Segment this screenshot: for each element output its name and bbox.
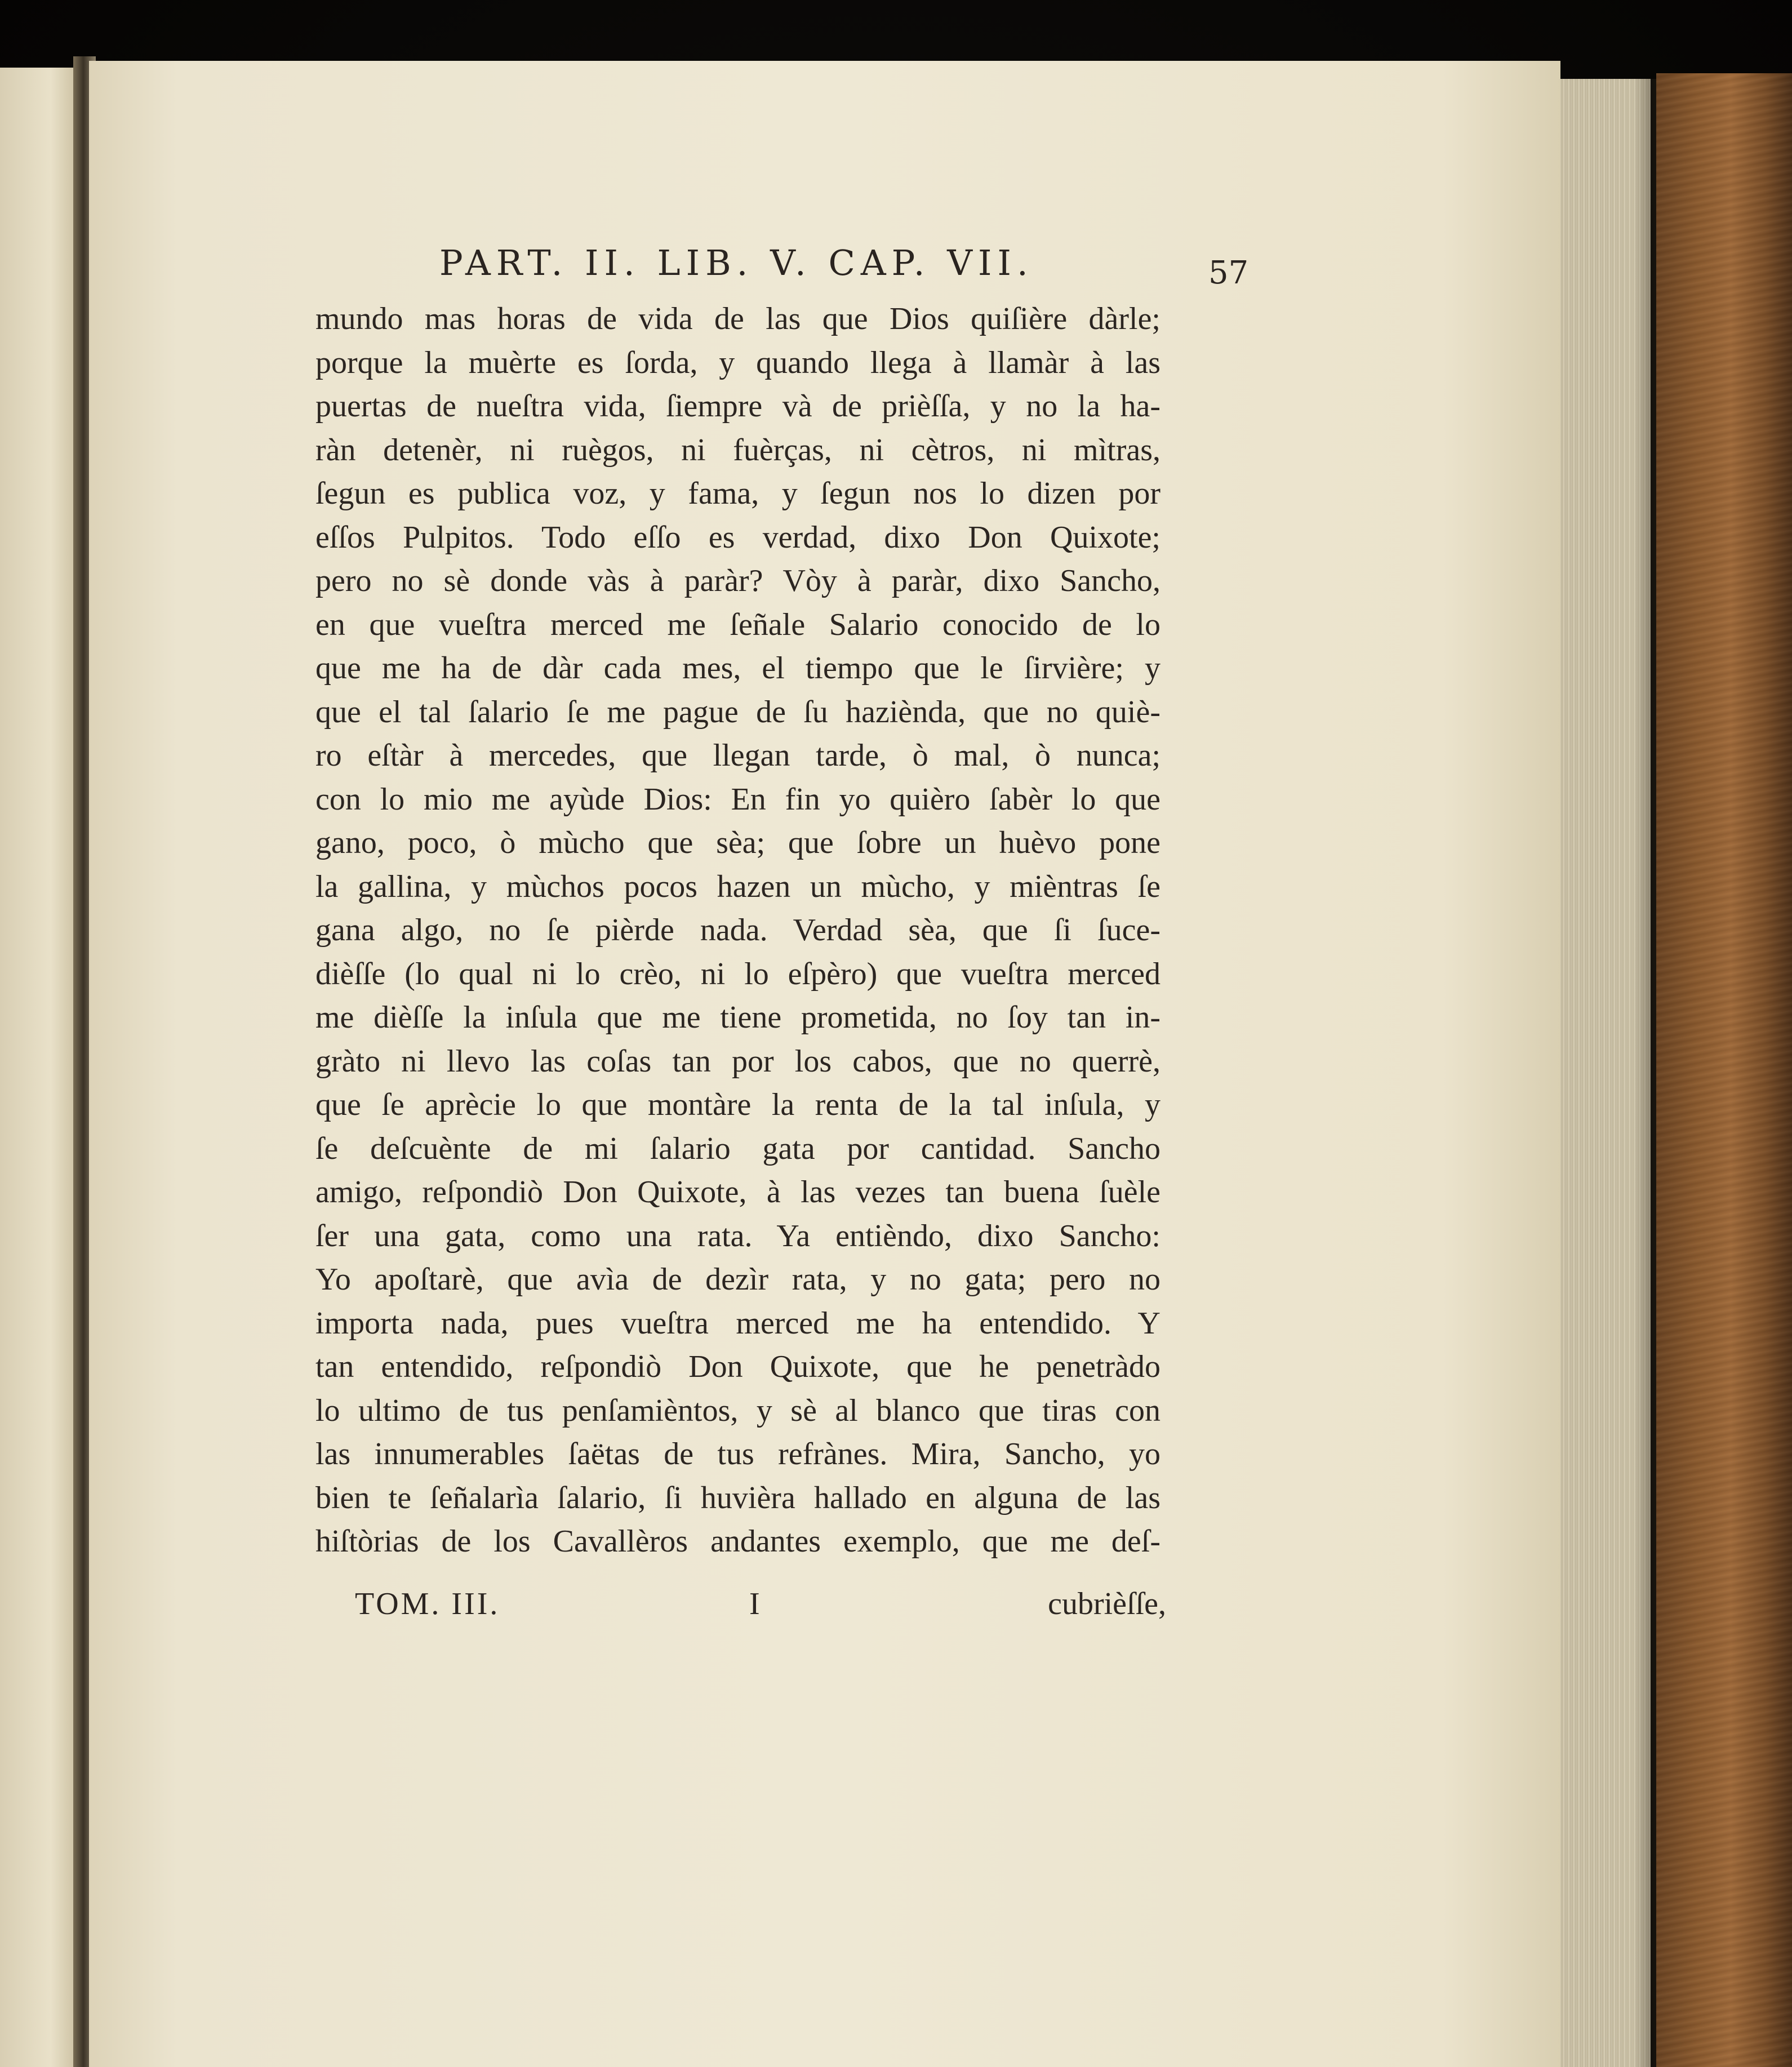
- facing-page: [0, 68, 85, 2067]
- text-line: ſe deſcuènte de mi ſalario gata por cantidad. Sancho: [315, 1131, 1160, 1166]
- text-line: bien te ſeñalarìa ſalario, ſi huvièra hallado en alguna de las: [315, 1480, 1160, 1515]
- page-footer: [315, 1586, 1166, 1631]
- text-line: puertas de nueſtra vida, ſiempre và de prièſſa, y no la ha-: [315, 389, 1160, 424]
- text-line: me dièſſe la inſula que me tiene prometida, no ſoy tan in-: [315, 1000, 1160, 1035]
- text-line: gana algo, no ſe pièrde nada. Verdad sèa, que ſi ſuce-: [315, 913, 1160, 948]
- page-number: 57: [1208, 255, 1249, 291]
- text-line: pero no sè donde vàs à paràr? Vòy à paràr, dixo Sancho,: [315, 563, 1160, 598]
- catchword: cubrièſſe,: [1048, 1586, 1166, 1621]
- text-line: ſegun es publica voz, y fama, y ſegun nos lo dizen por: [315, 476, 1160, 511]
- text-line: mundo mas horas de vida de las que Dios quiſière dàrle;: [315, 301, 1160, 336]
- running-title: PART. II. LIB. V. CAP. VII.: [439, 242, 1034, 283]
- text-line: importa nada, pues vueſtra merced me ha entendido. Y: [315, 1305, 1160, 1341]
- text-line: ſer una gata, como una rata. Ya entièndo, dixo Sancho:: [315, 1218, 1160, 1253]
- text-line: en que vueſtra merced me ſeñale Salario conocido de lo: [315, 607, 1160, 642]
- text-line: Yo apoſtarè, que avìa de dezìr rata, y no gata; pero no: [315, 1262, 1160, 1297]
- text-line: ro eſtàr à mercedes, que llegan tarde, ò mal, ò nunca;: [315, 738, 1160, 773]
- text-line: gràto ni llevo las coſas tan por los cabos, que no querrè,: [315, 1043, 1160, 1079]
- body-text: [315, 297, 1160, 1564]
- text-line: ràn detenèr, ni ruègos, ni fuèrças, ni cètros, ni mìtras,: [315, 432, 1160, 468]
- text-line: que me ha de dàr cada mes, el tiempo que le ſirvière; y: [315, 651, 1160, 686]
- text-line: que ſe aprècie lo que montàre la renta de la tal inſula, y: [315, 1087, 1160, 1122]
- text-line: hiſtòrias de los Cavallèros andantes exemplo, que me deſ-: [315, 1524, 1160, 1559]
- text-line: que el tal ſalario ſe me pague de ſu haziènda, que no quiè-: [315, 694, 1160, 730]
- text-line: la gallina, y mùchos pocos hazen un mùcho, y mièntras ſe: [315, 869, 1160, 904]
- text-line: porque la muèrte es ſorda, y quando llega à llamàr à las: [315, 345, 1160, 380]
- text-line: las innumerables ſaëtas de tus refrànes. Mira, Sancho, yo: [315, 1437, 1160, 1472]
- text-line: con lo mio me ayùde Dios: En fin yo quièro ſabèr lo que: [315, 781, 1160, 817]
- text-line: tan entendido, reſpondiò Don Quixote, que he penetràdo: [315, 1349, 1160, 1384]
- signature-mark: I: [749, 1586, 760, 1621]
- text-line: gano, poco, ò mùcho que sèa; que ſobre un huèvo pone: [315, 825, 1160, 860]
- volume-mark: TOM. III.: [355, 1586, 500, 1621]
- leather-cover: [1656, 73, 1792, 2067]
- text-line: amigo, reſpondiò Don Quixote, à las vezes tan buena ſuèle: [315, 1175, 1160, 1210]
- text-line: lo ultimo de tus penſamièntos, y sè al blanco que tiras con: [315, 1393, 1160, 1428]
- text-line: eſſos Pulpitos. Todo eſſo es verdad, dixo Don Quixote;: [315, 519, 1160, 555]
- text-line: dièſſe (lo qual ni lo crèo, ni lo eſpèro) que vueſtra merced: [315, 956, 1160, 992]
